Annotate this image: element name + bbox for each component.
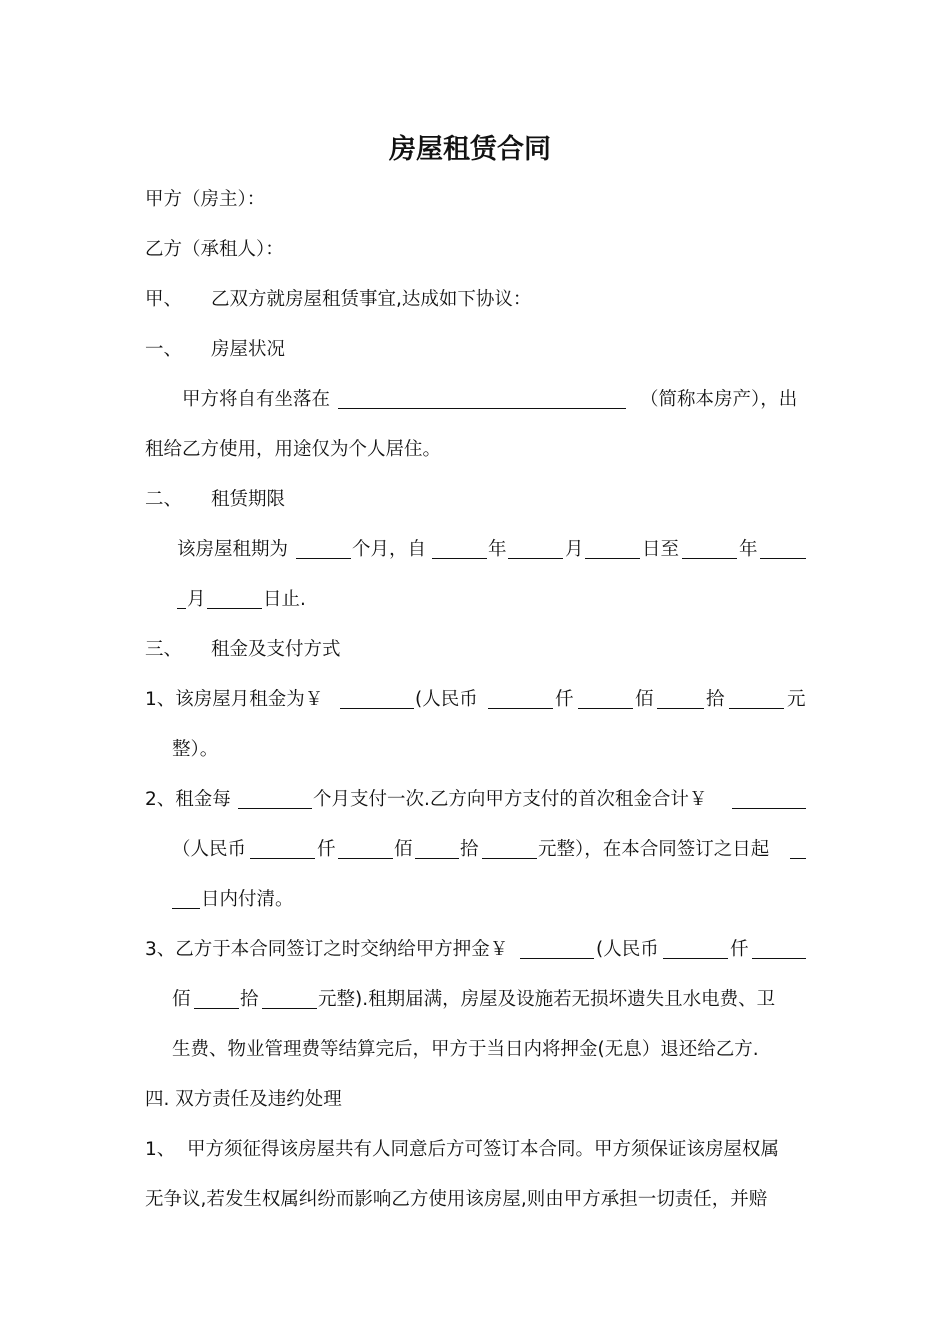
c3-qian-blank	[663, 940, 728, 959]
term-text-8: 日止.	[263, 589, 306, 610]
c3-text-a: 3、乙方于本合同签订之时交纳给甲方押金￥	[145, 939, 509, 960]
c2-bai: 佰	[394, 839, 413, 860]
c3-bai-blank	[752, 940, 806, 959]
pay-interval-blank	[238, 790, 312, 809]
end-month-blank-b	[177, 590, 186, 609]
term-text-1: 该房屋租期为	[177, 539, 289, 560]
page-title: 房屋租赁合同	[389, 134, 551, 165]
end-day-blank	[207, 590, 262, 609]
section1-number: 一、	[145, 339, 183, 360]
term-text-6: 年	[739, 539, 758, 560]
c1-bai: 佰	[635, 689, 654, 710]
c3-shi: 拾	[240, 989, 259, 1010]
c3-text-b: (人民币	[596, 939, 659, 960]
location-lead: 甲方将自有坐落在	[182, 389, 331, 410]
section1-paragraph-line1	[0, 388, 950, 484]
c1-yuan: 元	[787, 689, 806, 710]
section1-heading: 房屋状况	[211, 339, 286, 360]
end-month-blank-a	[760, 540, 806, 559]
c3-bai: 佰	[172, 989, 191, 1010]
c2-text-a: 2、租金每	[145, 789, 231, 810]
c3-shi-blank	[194, 990, 239, 1009]
section1-paragraph-line2: 租给乙方使用，用途仅为个人居住。	[145, 439, 442, 460]
c2-text-c: （人民币	[172, 839, 247, 860]
section2-number: 二、	[145, 489, 183, 510]
c3-qian: 仟	[730, 939, 749, 960]
c2-yuan-blank	[482, 840, 537, 859]
intro-left: 甲、	[145, 289, 183, 310]
start-day-blank	[585, 540, 640, 559]
party-a-line: 甲方（房主）：	[145, 189, 266, 210]
c2-bai-blank	[338, 840, 393, 859]
c2-text-e: 日内付清。	[201, 889, 294, 910]
c1-qian-blank	[488, 690, 553, 709]
c1-shi-blank	[657, 690, 704, 709]
term-text-7: 月	[187, 589, 206, 610]
term-text-2: 个月，自	[352, 539, 427, 560]
section3-number: 三、	[145, 639, 183, 660]
monthly-rent-blank	[340, 690, 414, 709]
first-rent-blank	[732, 790, 806, 809]
c1-shi: 拾	[706, 689, 725, 710]
c1-bai-blank	[578, 690, 633, 709]
c3-yuan-blank	[262, 990, 317, 1009]
c1-text-b: (人民币	[415, 689, 478, 710]
end-year-blank	[682, 540, 737, 559]
party-b-line: 乙方（承租人）：	[145, 239, 284, 260]
duty-c1-number: 1、	[145, 1139, 176, 1160]
c2-qian: 仟	[317, 839, 336, 860]
location-blank	[338, 390, 626, 409]
c3-text-c: 元整).租期届满，房屋及设施若无损坏遗失且水电费、卫	[318, 989, 776, 1010]
c2-qian-blank	[250, 840, 315, 859]
pay-days-blank-a	[790, 840, 806, 859]
c2-shi: 拾	[460, 839, 479, 860]
c2-text-b: 个月支付一次.乙方向甲方支付的首次租金合计￥	[313, 789, 708, 810]
c1-yuan-blank	[729, 690, 784, 709]
c2-text-d: 元整），在本合同签订之日起	[538, 839, 770, 860]
pay-days-blank-b	[172, 890, 200, 909]
months-blank	[296, 540, 351, 559]
section2-heading: 租赁期限	[211, 489, 286, 510]
section4-heading: 四. 双方责任及违约处理	[145, 1089, 342, 1110]
term-text-3: 年	[488, 539, 507, 560]
start-month-blank	[508, 540, 563, 559]
intro-text: 乙双方就房屋租赁事宜,达成如下协议：	[211, 289, 532, 310]
deposit-blank	[520, 940, 594, 959]
term-text-4: 月	[565, 539, 584, 560]
section3-heading: 租金及支付方式	[211, 639, 341, 660]
rent-clause1-line2: 整）。	[172, 739, 219, 760]
c1-qian: 仟	[555, 689, 574, 710]
c1-text-a: 1、该房屋月租金为￥	[145, 689, 324, 710]
term-text-5: 日至	[642, 539, 680, 560]
abbr-text: （简称本房产），出	[640, 389, 798, 410]
c2-shi-blank	[415, 840, 459, 859]
duty-c1-text: 甲方须征得该房屋共有人同意后方可签订本合同。甲方须保证该房屋权属	[187, 1139, 780, 1160]
duty-clause1-line2: 无争议,若发生权属纠纷而影响乙方使用该房屋,则由甲方承担一切责任，并赔	[145, 1189, 768, 1210]
rent-clause3-line3: 生费、物业管理费等结算完后，甲方于当日内将押金(无息）退还给乙方.	[172, 1039, 759, 1060]
start-year-blank	[432, 540, 487, 559]
